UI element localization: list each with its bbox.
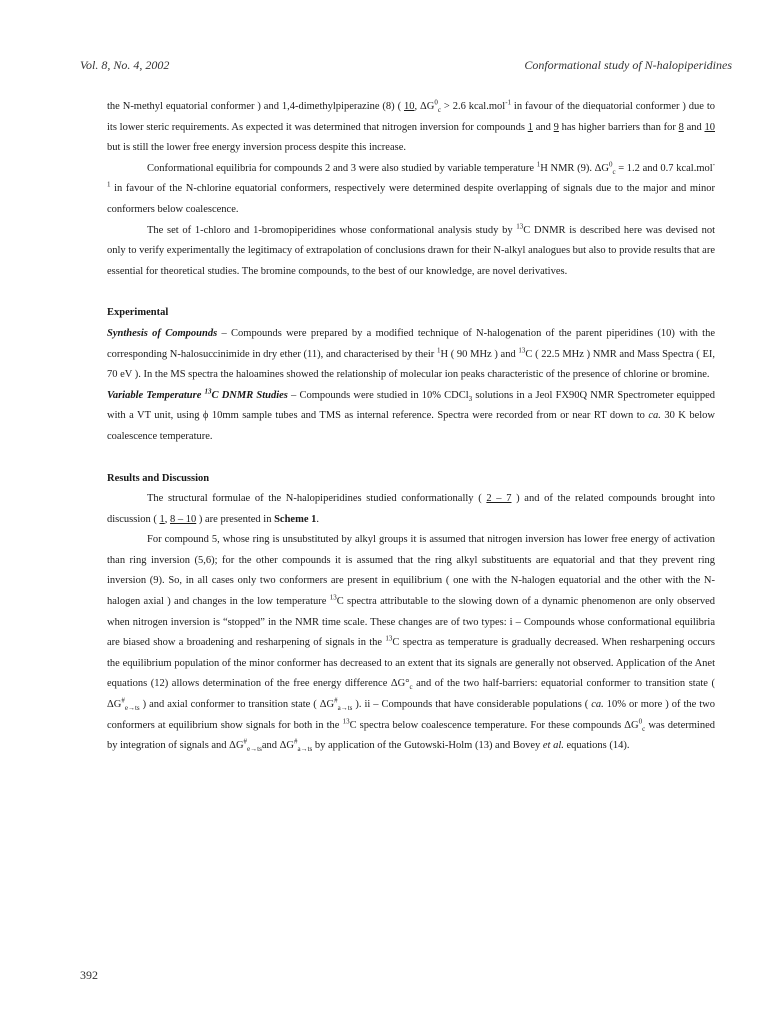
scheme-reference: Scheme 1 [274,513,317,525]
subsection-title-synthesis: Synthesis of Compounds [107,327,218,339]
paragraph-synthesis: Synthesis of Compounds – Compounds were prepared by a modified technique of N-halogenation of the parent piperidines (10) with the corresponding N-halosuccinimide in dry ether (11), and characterised by their $^1$H ( 90 MHz ) and $^{13}$C ( 22.5 MHz ) NMR and Mass Spectra ( EI, 70 eV ). In the MS spectra the haloamines showed the relationship of molecular ion peaks characteristic of the presence of chlorine or bromine. [107,327,715,381]
section-heading-experimental: Experimental [107,307,169,319]
subsection-title-vt-dnmr: Variable Temperature $^{13}$C DNMR Studies [107,387,288,401]
page-number: 392 [80,968,98,982]
paragraph-3: The set of 1-chloro and 1-bromopiperidines whose conformational analysis study by $^{13}$C DNMR is described here was devised not only to verify experimentally the legitimacy of extrapolation of conclusions drawn for their N-alkyl analogues but also to provide results that are essential for theoretical studies. The bromine compounds, to the best of our knowledge, are novel derivatives. [107,222,715,277]
paragraph-vt-dnmr: Variable Temperature $^{13}$C DNMR Studies – Compounds were studied in 10% CDCl$_3$ solutions in a Jeol FX90Q NMR Spectrometer equipped with a VT unit, using ϕ 10mm sample tubes and TMS as internal reference. Spectra were recorded from or near RT down to ca. 30 K below coalescence temperature. [107,387,715,442]
paragraph-results-1: The structural formulae of the N-halopiperidines studied conformationally ( 2 – 7 ) and of the related compounds brought into discussion ( 1, 8 – 10 ) are presented in Scheme 1. [107,493,716,525]
journal-volume: Vol. 8, No. 4, 2002 [80,58,170,72]
paragraph-results-2: For compound 5, whose ring is unsubstituted by alkyl groups it is assumed that nitrogen inversion has lower free energy of activation than ring inversion (5,6); for the other compounds it is assumed that the ring alkyl substituents are equatorial and that they prevent ring inversion (9). So, in all cases only two conformers are present in equilibrium ( one with the N-halogen equatorial and the other with the N-halogen axial ) and changes in the low temperature $^{13}$C spectra attributable to the slowing down of a dynamic phenomenon are only observed when nitrogen inversion is “stopped” in the NMR time scale. These changes are of two types: i – Compounds whose conformational equilibria are biased show a broadening and resharpening of signals in the $^{13}$C spectra as temperature is gradually decreased. When resharpening occurs the equilibrium population of the minor conformer has decreased to an extent that its signals are generally not observed. Application of the Anet equations (12) allows determination of the free energy difference $\Delta G^\circ_c$ and of the two half-barriers: equatorial conformer to transition state ( $\Delta G^{\#}_{e\to ts}$ ) and axial conformer to transition state ( $\Delta G^{\#}_{a\to ts}$ ). ii – Compounds that have considerable populations ( ca. 10% or more ) of the two conformers at equilibrium show signals for both in the $^{13}$C spectra below coalescence temperature. For these compounds $\Delta G^0_c$ was determined by integration of signals and $\Delta G^{\#}_{e\to ts}and$ $\Delta G^{\#}_{a\to ts}$ by application of the Gutowski-Holm (13) and Bovey et al. equations (14). [107,534,715,754]
article-body [107,97,715,757]
paragraph-2: Conformational equilibria for compounds 2 and 3 were also studied by variable temperature $^1$H NMR (9). $\Delta G^0_c = 1.2$ and 0.7 kcal.mol$^{-1}$ in favour of the N-chlorine equatorial conformers, respectively were determined despite overlapping of signals due to the major and minor conformers below coalescence. [107,160,715,215]
section-heading-results: Results and Discussion [107,472,210,484]
paragraph-1: the N-methyl equatorial conformer ) and 1,4-dimethylpiperazine (8) ( 10, $\Delta G^0_c > 2.6$ kcal.mol$^{-1}$ in favour of the diequatorial conformer ) due to its lower steric requirements. As expected it was determined that nitrogen inversion for compounds 1 and 9 has higher barriers than for 8 and 10 but is still the lower free energy inversion process despite this increase. [107,98,716,154]
running-title: Conformational study of N-halopiperidines [524,58,732,72]
